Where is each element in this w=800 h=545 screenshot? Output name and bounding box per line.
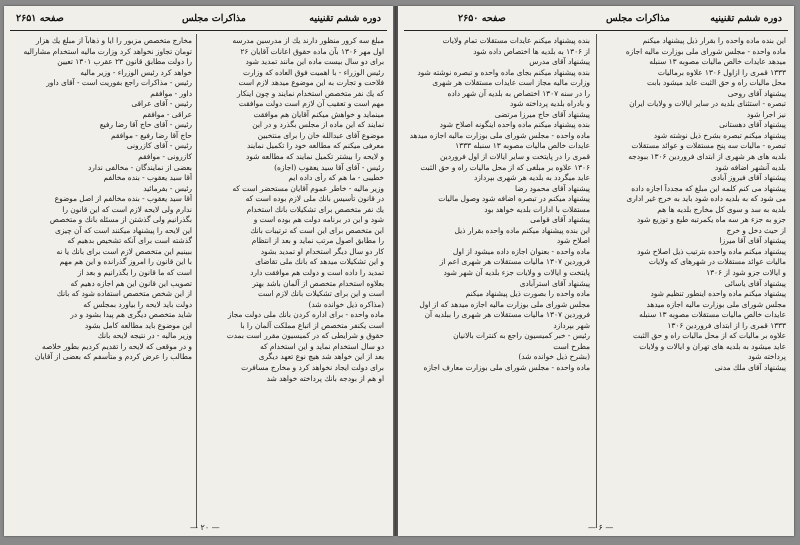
text-line: داور - موافقم [150,88,192,98]
text-line: آقا سيد يعقوب - بنده مخالفم از اصل موضوع [54,194,192,204]
page-number: صفحه ۲۶۵۱ [16,13,64,24]
text-line: اين متخصص براى اين است كه ترتيبات بانك [250,225,384,235]
text-line: عايد ميشود به بلديه هاى تهران و ايالات و ولايات [639,341,786,351]
text-line: بعد از اين خواهد شد هيچ نوع تعهد ديگرى [258,352,384,362]
header-rule [404,30,788,31]
text-line: شهر بپردازد [553,320,590,330]
text-line: فروردين ۱۳۰۷ ماليات مستقلات هر شهرى را ببلديه آن [424,310,590,320]
text-line: او هم از بودجه بانك پرداخته خواهد شد [266,373,384,383]
header-title: مذاكرات مجلس [182,13,246,24]
header-title: مذاكرات مجلس [606,13,670,24]
text-line: و در موقعى كه لايحه را تقديم كرديم بطور خلاصه [42,341,192,351]
text-line: مى شود كه به بلديه داده شود بايد به خرج غير ادارى [626,194,786,204]
text-line: مهم است و تعقيب آن لازم است دولت موافقت [238,99,384,109]
text-line: ماده واحده - مجلس شوراى ملى بوزارت ماليه اجازه ميدهد [409,130,590,140]
text-line: از حيث دخل و خرج [726,225,786,235]
text-line: پيشنهاد آقای حاج ميرزا مرتضى [494,109,590,119]
text-line: پيشنهاد آقای ملك مدنى [714,362,786,372]
text-line: مطالب را عرض كردم و متأسفم كه بعضى از آقايان [34,352,192,362]
left-page-header [12,13,385,29]
text-line: اين بنده پيشنهاد ميكنم ماده واحده بقرار ذيل [454,225,590,235]
text-line: مخارج متخصص مزبور را ايا و ذهاباً از مبلغ يك هزار [35,36,192,45]
text-line: دو سال استخدام نمايد و اين استخدام كه [260,341,384,351]
text-line: پيشنهاد آقای فيروز آبادى [710,173,786,183]
text-line: بنده پيشنهاد ميكنم بجاى ماده واحده و تبصره نوشته شود [417,67,590,77]
text-line: تبصره - ماليات سه پنج مستقلات و عوائد مستقلات [631,141,786,151]
text-line: مطرح است [553,341,590,351]
text-line: اين بنده ماده واحده را بقرار ذيل پيشنهاد ميكنم [642,36,786,45]
text-line: پيشنهاد آقای ياسائى [724,278,786,288]
text-line: رئيس - آقای حاج آقا رضا رفيع [99,120,192,130]
text-line: است و اين براى تشكيلات بانك لازم است [257,289,384,299]
text-line: پيشنهاد آقای مدرس [529,57,590,67]
text-line: ماليات عوائد مستقلات در شهرهاى كه ولايات [648,257,786,267]
text-line: بلديه آنشهر اضافه شود [714,162,786,172]
text-line: اين لايحه را پيشنهاد ميكنند است كه آن چيزى [55,225,192,235]
text-line: ماده واحده - براى اداره كردن بانك ملى دولت مجاز [227,310,384,320]
text-line: وزير ماليه - در نتيجه لايحه بانك [97,331,192,341]
text-line: بعضى از نمايندگان - مخالفى ندارد [88,162,192,172]
right-page-header [406,13,786,29]
text-line: نمايند كه اين ماده از مجلس بگذرد و در اين [252,120,384,130]
column-divider [596,34,597,528]
text-line: با اين قانون را امروز گذرانده و اين هم مهم [59,257,192,267]
text-line: عايدات خالص ماليات مصوبه ۱۳ سنبله ۱۳۳۳ [455,141,590,151]
text-line: ماده واحده - مجلس شوراى ملى بوزارت ماليه اجازه [625,46,786,56]
right-page [398,6,794,536]
text-line: عايدات خالص ماليات مستقلات مصوبه ۱۳ سنبله [639,310,786,320]
text-line: است يكنفر متخصص از اتباع مملكت آلمان را با [240,320,384,330]
text-line: دولت بايد لايحه را بياورد بمجلس كه [83,299,192,309]
text-line: فلاحت و تجارت به اين موضوع ميدهد لازم است [238,78,384,88]
text-line: وزارت ماليه مجاز است عايدات مستقلات هر شهرى [432,78,590,88]
text-line: شايد متخصص ديگرى هم پيدا بشود و در [70,310,192,320]
text-line: عايد ميگردد به بلديه هر شهرى بپردازد [473,173,590,183]
text-line: خواهد كرد رئيس الوزراء - وزير ماليه [80,67,192,77]
text-line: تومان تجاوز نخواهد كرد وزارت ماليه استخدام مشاراليه [23,46,192,56]
text-line: ۱۳۳۳ قمرى را ازاول ۱۳۰۶ علاوه برماليات [657,67,786,77]
text-line: مبلغ سه كرور منظور دارند يك از مدرسين مدرسه [232,36,384,45]
text-line: را دولت مطابق قانون ۲۳ عقرب ۱۳۰۱ تعيين [57,57,192,67]
header-session: دوره ششم تقنينيه [710,13,782,24]
left-page-left-column [12,36,192,526]
text-line: و ايالات جزو شود از ۱۳۰۶ [706,268,786,278]
text-line: معرفى ميكنم كه مطالعه خود را تكميل نمايند [247,141,384,151]
text-line: شود و اين در برنامه دولت هم بوده است و [253,215,384,225]
left-page-right-column [202,36,384,526]
text-line: پايتخت و ايالات و ولايات جزء بلديه آن شهر شود [443,268,590,278]
text-line: ماده واحده را بصورت ذيل پيشنهاد ميكنم [465,289,590,299]
text-line: رئيس - خبر كميسيون راجع به كنترات بالانيان [453,331,590,341]
text-line: تبصره - استثناى بلديه در ساير ايالات و ولايات ايران [629,99,786,109]
text-line: براى دولت ايجاد نخواهد كرد و مخارج مسافرت [241,362,384,372]
right-page-left-column [408,36,590,526]
text-line: در قانون تأسيس بانك ملى لازم بوده است كه [245,194,384,204]
text-line: رئيس - آقای عراقى [131,99,192,109]
page-footer: — ۶ — [588,523,614,532]
text-line: بلديه هاى هر شهرى از ابتداى فروردين ۱۳۰۶ ببودجه [628,152,786,162]
text-line: را مطابق اصول مرتب نمايد و بعد از انتظام [251,236,384,246]
text-line: پيشنهاد آقای قوامى [530,215,590,225]
text-line: است كه ما قانون را بگذرانيم و بعد از [77,268,192,278]
text-line: كار دو سال ديگر استخدام او تمديد بشود [260,246,384,256]
text-line: مينمايد و خواهش ميكنم آقايان هم موافقت [253,109,384,119]
text-line: محل ماليات راه و حق الثبت عايد ميشود بابت [647,78,786,88]
text-line: رئيس - بفرمائيد [143,183,192,193]
text-line: رئيس - آقای كازرونى [126,141,192,151]
text-line: جزو به جزء هر سه ماه يكمرتبه طبع و توزيع شود [636,215,786,225]
text-line: كازرونى - موافقم [138,152,192,162]
text-line: پيشنهاد ميكنم ماده واحده اينطور تنظيم شود [650,289,786,299]
text-line: بلديه به سد و سوى كل مخارج بلديه ها هم [657,204,786,214]
right-page-right-column [602,36,786,526]
text-line: عراقى - موافقم [142,109,192,119]
page-footer: — ۲۰ — [190,523,220,532]
text-line: ندارم ولى لايحه لازم است كه اين قانون را [62,204,192,214]
text-line: مستقلات با ادارات بلديه خواهد بود [484,204,590,214]
text-line: ببينيم اين متخصص لازم است براى بانك يا نه [56,246,192,256]
text-line: پيشنهاد آقای آقا ميرزا [719,236,786,246]
text-line: مجلس شوراى ملى بوزارت ماليه اجازه ميدهد كه از اول [419,299,590,309]
text-line: اول مهر ۱۳۰۶ بآن ماده حقوق اعانات آقايان ۲۶ [240,46,384,56]
text-line: از ۱۳۰۶ به بلديه ها اختصاص داده شود [473,46,590,56]
text-line: قمرى را در پايتخت و ساير ايالات از اول فروردين [440,152,590,162]
header-rule [10,30,387,31]
text-line: حقوق و شرايطى كه در كميسيون مقرر است بمدت [226,331,384,341]
text-line: حاج آقا رضا رفيع - موافقم [110,130,192,140]
text-line: ماده واحده - مجلس شوراى ملى بوزارت معارف اجازه [423,362,590,372]
text-line: پيشنهاد ميكنم تبصره بشرح ذيل نوشته شود [653,130,786,140]
text-line: اصلاح شود [556,236,590,246]
text-line: خطيبى - ما هم كه رأى داده ايم [288,173,384,183]
text-line: نيز اجرا شود [746,109,786,119]
text-line: مجلس شوراى ملى بوزارت ماليه اجازه ميدهد [646,299,786,309]
text-line: اين موضوع بايد مطالعه كامل بشود [84,320,192,330]
text-line: (بشرح ذيل خوانده شد) [518,352,590,362]
left-page [4,6,393,536]
text-line: ماده واحده - بعنوان اجازه داده ميشود از اول [452,246,590,256]
text-line: آقا سيد يعقوب - بنده مخالفم [103,173,192,183]
text-line: يك نفر متخصص براى تشكيلات بانك استخدام [246,204,384,214]
text-line: تمديد را داده است و دولت هم موافقت دارد [250,268,384,278]
text-line: فروردين ۱۳۰۷ ماليات مستقلات هر شهرى اعم از [439,257,590,267]
text-line: ميدهد عايدات خالص ماليات مصوبه ۱۳ سنبله [649,57,786,67]
text-line: پيشنهاد آقای استرآبادى [519,278,590,288]
text-line: پيشنهاد آقای روحى [727,88,786,98]
text-line: رئيس - آقای آقا سيد يعقوب (اجازه) [274,162,384,172]
text-line: از اين شخص متخصص استفاده شود كه بانك [56,289,192,299]
text-line: بعلاوه استخدام متخصص از آلمان باشد بهتر [252,278,384,288]
text-line: پيشنهاد مى كنم كلمه اين مبلغ كه مجدداً اجازه داده [631,183,786,193]
text-line: و بادراه بلديه پرداخته شود [509,99,590,109]
text-line: (مذاكره ذيل خوانده شد) [308,299,384,309]
text-line: موضوع آقای عبدالله خان را براى منتخبين [257,130,384,140]
text-line: پرداخته شود [748,352,786,362]
header-session: دوره ششم تقنينيه [309,13,381,24]
text-line: علاوه بر ماليات كه از محل ماليات راه و حق الثبت [633,331,786,341]
text-line: و اين تشكيلات ميدهد كه بانك ملى تقاضای [255,257,384,267]
text-line: پيشنهاد ميكنم در تبصره اضافه شود وصول ماليات [438,194,590,204]
column-divider [196,34,197,528]
text-line: رئيس - مذاكرات راجع بفوريت است - آقای داور [46,78,192,88]
text-line: ۱۳۰۶ علاوه بر مبلغى كه از محل ماليات راه و حق الثبت [420,162,590,172]
page-number: صفحه ۲۶۵۰ [458,13,506,24]
text-line: بنده پيشنهاد ميكنم ماده واحده اينگونه اصلاح شود [439,120,590,130]
text-line: تصويب اين قانون اين هم اجازه دهيم كه [70,278,192,288]
text-line: و لايحه را بيشتر تكميل نمايند كه مطالعه شود [245,152,384,162]
text-line: پيشنهاد آقای محمود رضا [515,183,590,193]
text-line: را در سنه ۱۳۰۷ اختصاص به بلديه آن شهر داده [447,88,590,98]
text-line: ۱۳۳۳ قمرى را از ابتداى فروردين ۱۳۰۶ [667,320,786,330]
text-line: بگذرانيم ولى گذشتن از مسئله بانك و متخصص [49,215,192,225]
text-line: پيشنهاد آقای دهستانى [719,120,786,130]
text-line: وزير ماليه - خاطر عموم آقايان مستحضر است كه [232,183,384,193]
text-line: برای دو سال بيست ماده اين مانند تمديد شود [245,57,384,67]
text-line: پيشنهاد ميكنم ماده واحده بترتيب ذيل اصلاح شود [637,246,786,256]
text-line: گذشته است براى آنكه تشخيص بدهيم كه [67,236,192,246]
text-line: رئيس الوزراء - با اهميت فوق العاده كه وزارت [243,67,384,77]
text-line: كه يك نفر متخصص استخدام نمايند و چون اينكار [237,88,384,98]
text-line: بنده پيشنهاد ميكنم عايدات مستقلات تمام ولايات [442,36,590,45]
